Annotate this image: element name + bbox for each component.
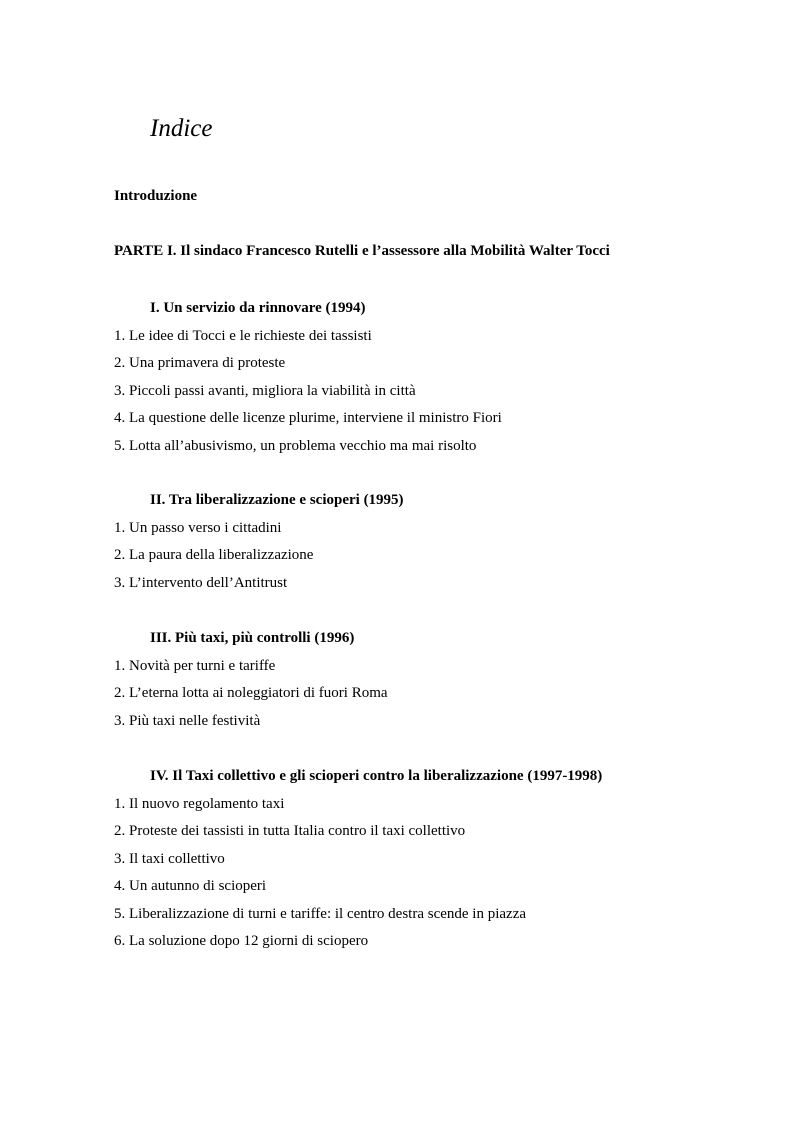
chapter-title: II. Tra liberalizzazione e scioperi (1995) xyxy=(150,492,404,508)
toc-entry: 2. La paura della liberalizzazione xyxy=(114,547,314,563)
toc-chapter-1 xyxy=(114,298,774,463)
page-title: Indice xyxy=(150,115,213,142)
toc-chapter-4 xyxy=(114,766,774,959)
toc-entry: 2. Una primavera di proteste xyxy=(114,355,286,371)
toc-chapter-2 xyxy=(114,490,774,600)
toc-entry: 1. Novità per turni e tariffe xyxy=(114,657,276,674)
toc-entry: 1. Le idee di Tocci e le richieste dei tassisti xyxy=(114,327,372,344)
toc-chapter-3 xyxy=(114,628,774,738)
toc-entry: 5. Lotta all’abusivismo, un problema vecchio ma mai risolto xyxy=(114,437,477,454)
toc-entry: 5. Liberalizzazione di turni e tariffe: il centro destra scende in piazza xyxy=(114,905,527,922)
toc-entry: 3. Più taxi nelle festività xyxy=(114,712,261,729)
toc-entry: 2. Proteste dei tassisti in tutta Italia contro il taxi collettivo xyxy=(114,823,466,839)
toc-entry: 6. La soluzione dopo 12 giorni di sciopero xyxy=(114,933,369,949)
chapter-title: IV. Il Taxi collettivo e gli scioperi contro la liberalizzazione (1997-1998) xyxy=(150,768,603,784)
toc-entry: 3. L’intervento dell’Antitrust xyxy=(114,574,288,591)
toc-entry: 4. La questione delle licenze plurime, interviene il ministro Fiori xyxy=(114,410,502,426)
chapter-title: I. Un servizio da rinnovare (1994) xyxy=(150,300,366,316)
toc-entry: 1. Il nuovo regolamento taxi xyxy=(114,795,285,812)
toc-part-heading: PARTE I. Il sindaco Francesco Rutelli e l’assessore alla Mobilità Walter Tocci xyxy=(114,243,610,259)
toc-entry: 2. L’eterna lotta ai noleggiatori di fuori Roma xyxy=(114,685,388,701)
toc-entry: 1. Un passo verso i cittadini xyxy=(114,519,282,536)
toc-entry: 3. Piccoli passi avanti, migliora la viabilità in città xyxy=(114,382,416,399)
toc-introduction: Introduzione xyxy=(114,188,198,204)
toc-entry: 3. Il taxi collettivo xyxy=(114,850,225,867)
toc-entry: 4. Un autunno di scioperi xyxy=(114,878,267,894)
chapter-title: III. Più taxi, più controlli (1996) xyxy=(150,630,355,646)
